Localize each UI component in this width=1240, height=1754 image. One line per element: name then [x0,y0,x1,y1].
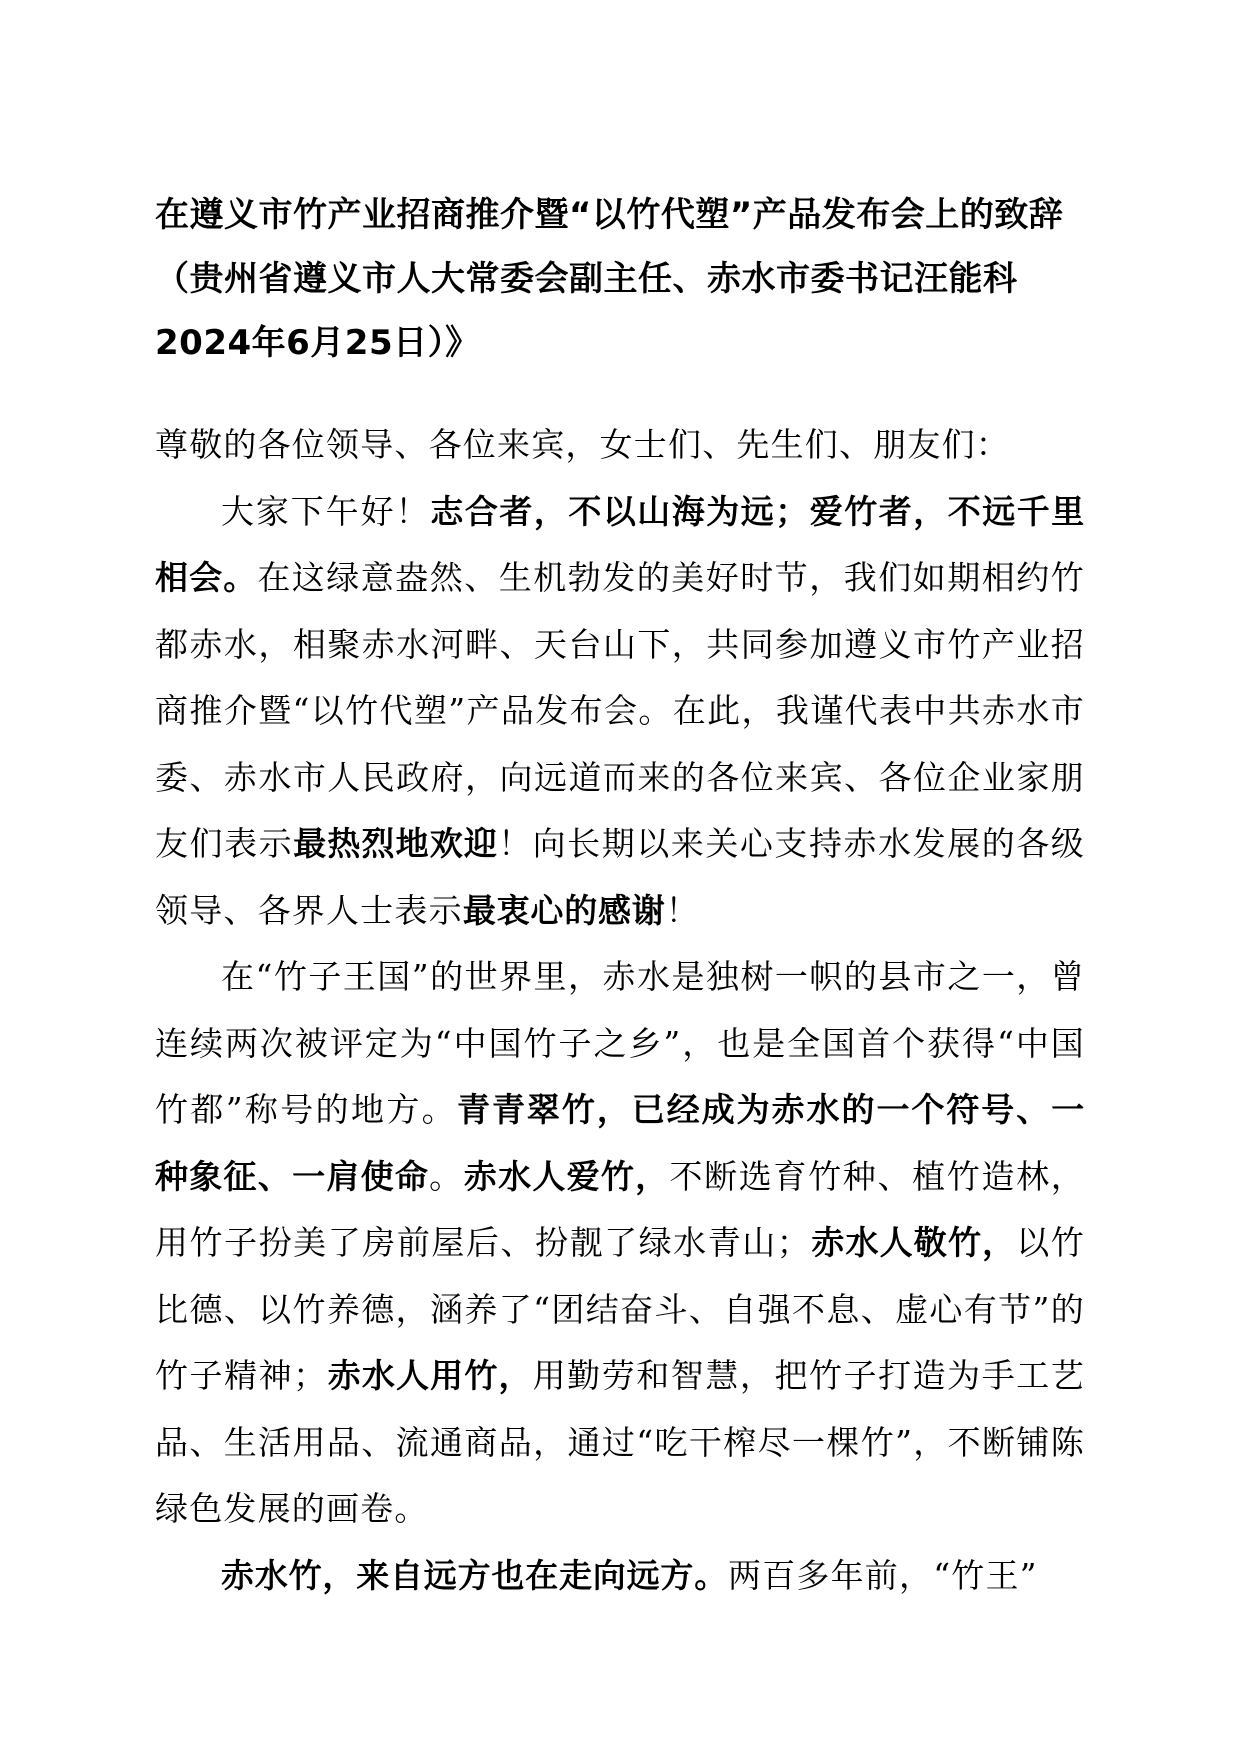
text-run: 大家下午好！ [221,491,431,531]
document-title [155,183,1085,375]
paragraph-bamboo-kingdom [155,944,1085,1543]
bold-run: 最热烈地欢迎 [293,824,499,863]
bold-run: 青青翠竹，已经成为赤水的一个符号、一种象征、一肩使命 [155,1090,1085,1196]
bold-run: 赤水人敬竹， [811,1223,1017,1262]
title-line-3: 2024年6月25日）》 [155,323,480,363]
text-run: ！ [665,890,700,930]
bold-run: 志合者，不以山海为远；爱竹者，不远千里相会。 [155,491,1086,597]
text-run: 在“竹子王国”的世界里，赤水是独树一帜的县市之一，曾连续两次被评定为“中国竹子之乡”，也是全国首个获得“中国竹都”称号的地方。 [155,957,1085,1129]
text-run: 用勤劳和智慧，把竹子打造为手工艺品、生活用品、流通商品，通过“吃干榨尽一棵竹”，不断铺陈绿色发展的画卷。 [155,1356,1086,1528]
text-run: 以竹比德、以竹养德，涵养了“团结奋斗、自强不息、虚心有节”的竹子精神； [155,1223,1085,1395]
title-line-1: 在遵义市竹产业招商推介暨“以竹代塑”产品发布会上的致辞 [155,195,1064,235]
text-run: 不断选育竹种、植竹造林，用竹子扮美了房前屋后、扮靓了绿水青山； [155,1156,1085,1262]
text-run: ！向长期以来关心支持赤水发展的各级领导、各界人士表示 [155,824,1085,930]
title-line-2: （贵州省遵义市人大常委会副主任、赤水市委书记汪能科 [155,259,1018,299]
paragraph-welcome [155,479,1085,945]
greeting-line: 尊敬的各位领导、各位来宾，女士们、先生们、朋友们： [155,425,1010,464]
bold-run: 最衷心的感谢 [462,890,666,930]
speech-body [155,412,1085,1609]
bold-run: 赤水人用竹， [327,1356,533,1395]
paragraph-bamboo-far [155,1543,1085,1610]
bold-run: 赤水竹，来自远方也在走向远方。 [221,1555,728,1595]
text-run: 。 [429,1156,464,1196]
bold-run: 赤水人爱竹， [463,1156,670,1196]
text-run: 在这绿意盎然、生机勃发的美好时节，我们如期相约竹都赤水，相聚赤水河畔、天台山下，共同参加遵义市竹产业招商推介暨“以竹代塑”产品发布会。在此，我谨代表中共赤水市委、赤水市人民政府，向远道而来的各位来宾、各位企业家朋友们表示 [155,558,1085,863]
text-run: 两百多年前，“竹王” [728,1555,1038,1595]
